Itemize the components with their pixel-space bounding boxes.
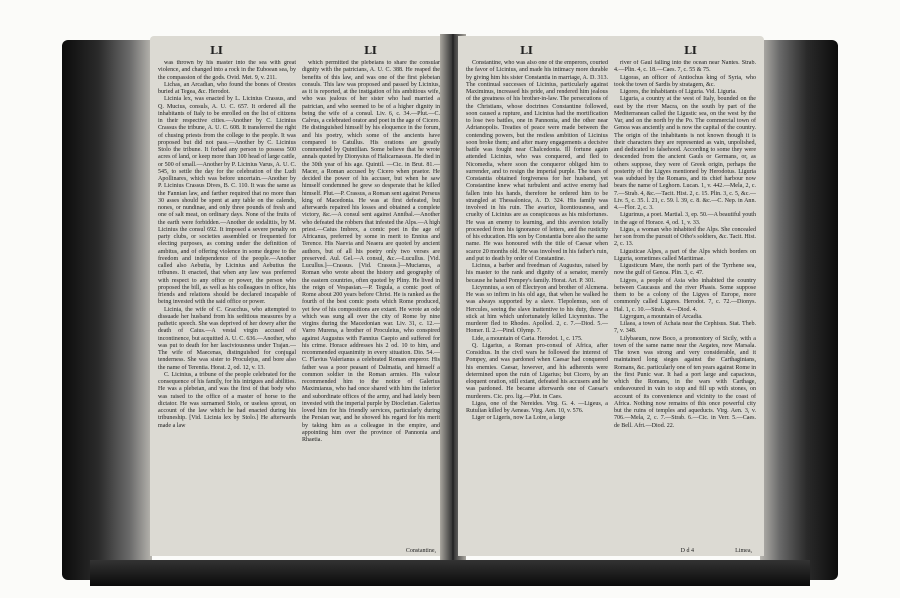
entry-paragraph: Licinus, a barber and freedman of Augustus, raised by his master to the rank and dignity of a senator, merely because he hated Pompey's family. Horat. Art. P. 301.: [466, 263, 608, 284]
entry-paragraph: Ligea, one of the Nereides. Virg. G. 4. —Ligeus, a Rutulian killed by Aeneas. Virg. Aen. 10, v. 576.: [466, 400, 608, 414]
entry-paragraph: C. Licinius, a tribune of the people celebrated for the consequence of his family, for his intrigues and abilities. He was a plebeian, and was the first of that body who was raised to the office of a master of horse to the dictator. He was surnamed Stolo, or useless sprout, on account of the law which he had enacted during his tribuneship. [Vid. Licinia lex by Stolo.] He afterwards made a law: [158, 371, 296, 429]
running-head-left: LI: [520, 44, 533, 57]
entry-paragraph: Licinia, the wife of C. Gracchus, who attempted to dissuade her husband from his seditious measures by a pathetic speech. She was deprived of her dowry after the death of Caius.—A vestal virgin accused of incontinence, but acquitted A. U. C. 636.—Another, who was put to death for her lasciviousness under Trajan.—The wife of Maecenas, distinguished for conjugal tenderness. She was sister to Proculejus, and bore also the name of Terentia. Horat. 2, od. 12, v. 13.: [158, 306, 296, 371]
catchword: Limea,: [735, 548, 752, 554]
running-head-right: LI: [364, 44, 377, 57]
entry-paragraph: Licymnius, a son of Electryon and brother of Alcmena. He was so infirm in his old age, that when he walked he was always supported by a slave. Tlepolemus, son of Hercules, seeing the slave inattentive to his duty, threw a stick at him which unfortunately killed Licymnius. The murderer fled to Rhodes. Apollod. 2, c. 7.—Diod. 5.—Homer. Il. 2.—Pind. Olymp. 7.: [466, 284, 608, 335]
book-bottom-edge: [90, 560, 810, 586]
book-cover-edge-left: [62, 40, 152, 580]
entry-paragraph: Lichas, an Arcadian, who found the bones of Orestes buried at Tegea, &c. Herodot.: [158, 81, 296, 95]
right-page-column-1: [466, 60, 608, 546]
entry-paragraph: Ligusticae Alpes, a part of the Alps which borders on Liguria, sometimes called Maritimae.: [614, 248, 756, 262]
entry-paragraph: Ligoras, an officer of Antiochus king of Syria, who took the town of Sardis by stratagem, &c.: [614, 74, 756, 88]
entry-paragraph: Lilaea, a town of Achaia near the Cephisus. Stat. Theb. 7, v. 348.: [614, 321, 756, 335]
book-cover-edge-right: [760, 40, 838, 580]
entry-paragraph: Lide, a mountain of Caria. Herodot. 1, c. 175.: [472, 335, 583, 342]
entry-paragraph: Lilybaeum, now Boco, a promontory of Sicily, with a town of the same name near the Aegates, now Marsala. The town was strong and very considerable, and it maintained long sieges against the Carthaginians, Romans, &c. particularly one of ten years against Rome in the first Punic war. It had a port large and capacious, which the Romans, in the wars with Carthage, endeavoured in vain to stop and fill up with stones, on account of its convenience and vicinity to the coast of Africa. Nothing now remains of this once powerful city but the ruins of temples and aqueducts. Virg. Aen. 3, v. 706.—Mela, 2, c. 7.—Strab. 6.—Cic. in Verr. 5.—Caes. de Bell. Afri.—Diod. 22.: [614, 335, 756, 429]
entry-paragraph: Liguria, a country at the west of Italy, bounded on the east by the river Macra, on the south by part of the Mediterranean called the Ligustic sea, on the west by the Var, and on the north by the Po. The commercial town of Genoa was anciently and is now the capital of the country. The origin of the inhabitants is not known though it is their characters they are represented as vain, unpolished, and dedicated to falsehood. According to some they were descended from the ancient Gauls or Germans, or, as others suppose, they were of Greek origin, perhaps the posterity of the Ligyes mentioned by Herodotus. Liguria was subdued by the Romans, and its chief harbour now bears the name of Leghorn. Lucan. 1, v. 442.—Mela, 2, c. 7.—Strab. 4, &c.—Tacit. Hist. 2, c. 15. Plin. 3, c. 5, &c.—Liv. 5, c. 35. l. 21, c. 59. l. 39, c. 8. &c.—C. Nep. in Ann. 4.—Flor. 2, c. 3.: [614, 96, 756, 211]
entry-paragraph: which permitted the plebeians to share the consular dignity with the patricians, A. U. C. 388. He reaped the benefits of this law, and was one of the first plebeian consuls. This law was proposed and passed by Licinius, as it is reported, at the instigation of his ambitious wife, who was jealous of her sister who had married a patrician, and who seemed to be of a higher dignity in being the wife of a consul. Liv. 6, c. 34.—Plut.—C. Calvus, a celebrated orator and poet in the age of Cicero. He distinguished himself by his eloquence in the forum, and his poetry, which some of the ancients have compared to Catullus. His orations are greatly commended by Quintilian. Some believe that he wrote annals quoted by Dionysius of Halicarnassus. He died in the 30th year of his age. Quintil. —Cic. in Brut. 81.—Macer, a Roman accused by Cicero when praetor. He decided the power of his accuser, but when he saw himself condemned he grew so desperate that he killed himself. Plut.—P. Crassus, a Roman sent against Perseus king of Macedonia. He was at first defeated, but afterwards repaired his losses and obtained a complete victory, &c.—A consul sent against Annibal.—Another who defeated the robbers that infested the Alps.—A high priest.—Caius Imbrex, a comic poet in the age of Africanus, preferred by some in merit to Ennius and Terence. His Naevia and Neaera are quoted by ancient authors, but of all his poetry only two verses are preserved. Aul. Gel.—A consul, &c.—Lucullus. [Vid. Lucullus.]—Crassus. [Vid. Crassus.]—Mucianus, a Roman who wrote about the history and geography of the eastern countries, often quoted by Pliny. He lived in the reign of Vespasian.—P. Tegula, a comic poet of Rome about 200 years before Christ. He is ranked as the fourth of the best comic poets which Rome produced, yet few of his compositions are extant. He wrote an ode which was sung all over the city of Rome by nine virgins during the Macedonian war. Liv. 31, c. 12.—Varro Murena, a brother of Proculeius, who conspired against Augustus with Fannius Caepio and suffered for his crime. Horace addresses his 2 od. 10 to him, and recommended equanimity in every situation. Dio. 54.—C. Flavius Valerianus a celebrated Roman emperor. His father was a poor peasant of Dalmatia, and himself a common soldier in the Roman armies. His valour recommended him to the notice of Galerius Maximianus, who had once shared with him the inferior and subordinate offices of the army, and had lately been invested with the imperial purple by Diocletian. Galerius loved him for his friendly services, particularly during the Persian war, and he showed his regard for his merit by taking him as a colleague in the empire, and appointing him over the province of Pannonia and Rhaetia.: [302, 60, 440, 443]
entry-paragraph: Ligyes, a people of Asia who inhabited the country between Caucasus and the river Phasis. Some suppose them to be a colony of the Ligyes of Europe, more commonly called Ligures. Herodot. 7, c. 72.—Dionys. Hal. 1, c. 10.—Strab. 4.—Diod. 4.: [614, 277, 756, 313]
left-page: [150, 36, 448, 556]
right-page-header: [458, 44, 764, 58]
right-page-column-2: [614, 60, 756, 546]
entry-paragraph: Ligurinus, a poet. Martial. 3, ep. 50.—A beautiful youth in the age of Horace. 4, od. 1, v. 33.: [614, 212, 756, 226]
catchword: Constantine,: [405, 548, 436, 554]
right-page: [458, 36, 764, 556]
entry-paragraph: Ligores, the inhabitants of Liguria. Vid. Liguria.: [620, 89, 737, 95]
entry-paragraph: Licinia lex, was enacted by L. Licinius Crassus, and Q. Mucius, consuls, A. U. C. 657. It ordered all the inhabitants of Italy to be enrolled on the list of citizens in their respective cities.—Another by C. Licinius Crassus the tribune, A. U. C. 608. It transferred the right of chusing priests from the college to the people. It was proposed but did not pass.—Another by C. Licinius Stolo the tribune. It forbad any person to possess 500 acres of land, or keep more than 100 head of large cattle, or 500 of small.—Another by P. Licinius Varus, A. U. C. 545, to settle the day for the celebration of the Ludi Apollinares, which was before uncertain.—Another by P. Licinius Crassus Dives, B. C. 110. It was the same as the Fannian law, and farther required that no more than 30 asses should be spent at any table on the calends, nones, or nundinae, and only three pounds of fresh and one of salt meat, on ordinary days. None of the fruits of the earth were forbidden.—Another de sodalitiis, by M. Licinius the consul 692. It imposed a severe penalty on party clubs, or societies assembled or frequented for electing purposes, as coming under the definition of ambitus, and of offering violence in some degree to the freedom and independence of the people.—Another called also Aebutia, by Licinius and Aebutius the tribunes. It enacted, that when any law was preferred with respect to any office or power, the person who proposed the bill, as well as his colleagues in office, his friends and relations should be declared incapable of being invested with the said office or power.: [158, 96, 296, 306]
left-page-header: [150, 44, 448, 58]
entry-paragraph: Liger or Ligeris, now La Loire, a large: [472, 415, 566, 422]
entry-paragraph: river of Gaul falling into the ocean near Nantes. Strab. 4.—Plin. 4, c. 18.—Caes. 7, c. 55 & 75.: [614, 60, 756, 74]
entry-paragraph: Q. Ligarius, a Roman pro-consul of Africa, after Considius. In the civil wars he followed the interest of Pompey, and was pardoned when Caesar had conquered his enemies. Caesar, however, and his adherents were determined upon the ruin of Ligarius; but Cicero, by an eloquent oration, still extant, defeated his accusers and he was pardoned. He became afterwards one of Caesar's murderers. Cic. pro. lig.—Plut. in Caes.: [466, 342, 608, 400]
entry-paragraph: Ligus, a woman who inhabited the Alps. She concealed her son from the pursuit of Otho's soldiers, &c. Tacit. Hist. 2, c. 13.: [614, 226, 756, 248]
entry-paragraph: Ligusticum Mare, the north part of the Tyrrhene sea, now the gulf of Genoa. Plin. 3, c. 47.: [614, 263, 756, 277]
left-page-column-2: [302, 60, 440, 546]
running-head-right: LI: [684, 44, 697, 57]
entry-paragraph: was thrown by his master into the sea with great violence, and changed into a rock in the Euboean sea, by the compassion of the gods. Ovid. Met. 9, v. 211.: [158, 60, 296, 81]
entry-paragraph: Ligyrgum, a mountain of Arcadia.: [620, 313, 703, 320]
entry-paragraph: Constantine, who was also one of the emperors, courted the favor of Licinius, and made his intimacy more durable by giving him his sister Constantia in marriage, A. D. 313. The continual successes of Licinius, particularly against Maximinus, increased his pride, and rendered him jealous of the greatness of his brother-in-law. The persecutions of the Christians, whose doctrines Constantine followed, soon caused a rupture, and Licinius had the mortification to lose two battles, one in Pannonia, and the other near Adrianopolis. Treaties of peace were made between the contending powers, but the restless ambition of Licinius soon broke them; and after many engagements a decisive battle was fought near Chalcedonia. Ill fortune again attended Licinius, who was conquered, and fled to Nicomedia, where soon the conqueror obliged him to surrender, and to resign the imperial purple. The tears of Constantia obtained forgiveness for her husband, yet Constantine knew what turbulent and active enemy had fallen into his hands, therefore he ordered him to be strangled at Thessalonica, A. D. 324. His family was involved in his ruin. The avarice, licentiousness, and cruelty of Licinius are as conspicuous as his misfortunes. He was an enemy to learning, and this aversion totally proceeded from his ignorance of letters, and the rusticity of his education. His son by Constantia bore also the same name. He was honoured with the title of Caesar when scarce 20 months old. He was involved in his father's ruin, and put to death by order of Constantine.: [466, 60, 608, 262]
left-page-column-1: [158, 60, 296, 546]
running-head-left: LI: [210, 44, 223, 57]
signature-mark: D d 4: [680, 548, 694, 554]
